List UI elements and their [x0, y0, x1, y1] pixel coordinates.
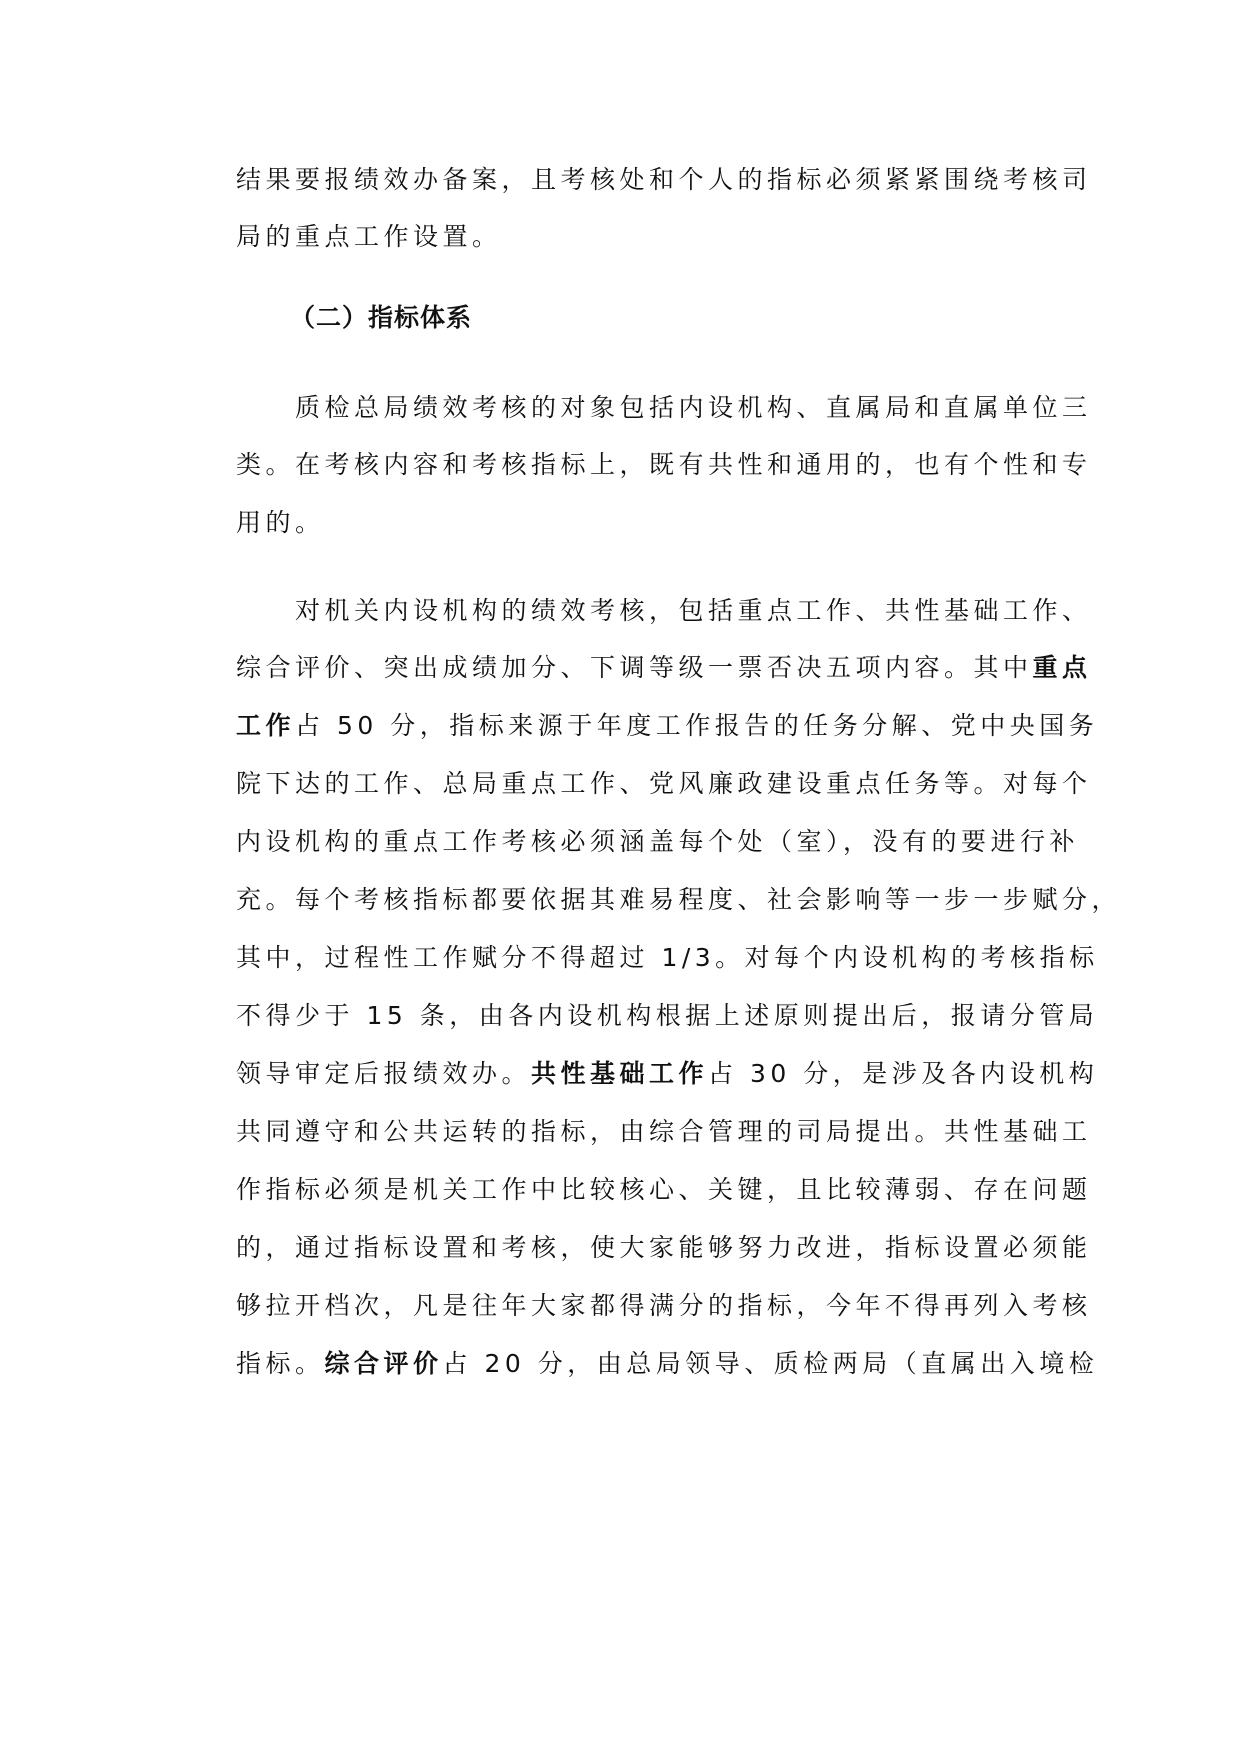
text-line	[236, 1056, 1098, 1092]
text-line: 类。在考核内容和考核指标上，既有共性和通用的，也有个性和专	[236, 450, 1092, 479]
bold-term: 工作	[236, 711, 296, 740]
text-line: 内设机构的重点工作考核必须涵盖每个处（室），没有的要进行补	[236, 827, 1080, 856]
bold-term: 重点	[1032, 653, 1092, 682]
bold-term: 共性基础工作	[531, 1059, 709, 1088]
text-line: 充。每个考核指标都要依据其难易程度、社会影响等一步一步赋分，	[236, 885, 1122, 914]
bold-term: 综合评价	[324, 1349, 443, 1378]
text-line: 其中，过程性工作赋分不得超过 1/3。对每个内设机构的考核指标	[236, 943, 1099, 972]
text-run: 领导审定后报绩效办。	[236, 1059, 532, 1088]
text-line: 对机关内设机构的绩效考核，包括重点工作、共性基础工作、	[236, 596, 1092, 625]
text-line: 结果要报绩效办备案，且考核处和个人的指标必须紧紧围绕考核司	[236, 165, 1092, 194]
text-line: 作指标必须是机关工作中比较核心、关键，且比较薄弱、存在问题	[236, 1175, 1092, 1204]
text-line: 共同遵守和公共运转的指标，由综合管理的司局提出。共性基础工	[236, 1117, 1092, 1146]
text-run: 占 50 分，指标来源于年度工作报告的任务分解、党中央国务	[295, 711, 1099, 740]
text-line: 用的。	[236, 508, 325, 537]
text-line: 质检总局绩效考核的对象包括内设机构、直属局和直属单位三	[236, 393, 1092, 422]
text-run: 指标。	[236, 1349, 325, 1378]
text-run: 占 30 分，是涉及各内设机构	[708, 1059, 1099, 1088]
text-line	[236, 1346, 1098, 1382]
text-line: 够拉开档次，凡是往年大家都得满分的指标，今年不得再列入考核	[236, 1291, 1092, 1320]
section-heading: （二）指标体系	[290, 303, 473, 332]
text-run: 综合评价、突出成绩加分、下调等级一票否决五项内容。其中	[236, 653, 1033, 682]
text-line	[236, 650, 1092, 686]
text-run: 占 20 分，由总局领导、质检两局（直属出入境检	[442, 1349, 1099, 1378]
text-line	[236, 708, 1098, 744]
text-line: 局的重点工作设置。	[236, 222, 502, 251]
text-line: 院下达的工作、总局重点工作、党风廉政建设重点任务等。对每个	[236, 769, 1092, 798]
text-line: 不得少于 15 条，由各内设机构根据上述原则提出后，报请分管局	[236, 1001, 1099, 1030]
text-line: 的，通过指标设置和考核，使大家能够努力改进，指标设置必须能	[236, 1233, 1092, 1262]
